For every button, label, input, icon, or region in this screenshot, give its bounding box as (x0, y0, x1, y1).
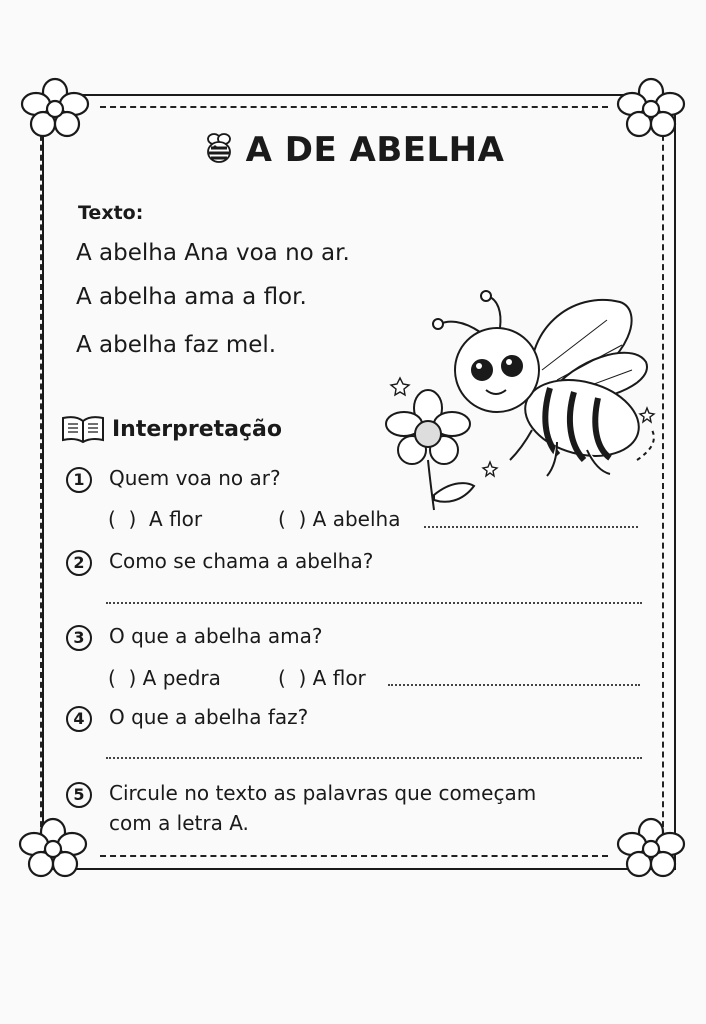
question-number-1: 1 (66, 467, 92, 493)
bee-with-flower-illustration (382, 290, 672, 512)
dashed-border-bottom (100, 855, 608, 857)
question-number-2: 2 (66, 550, 92, 576)
title-text: A DE ABELHA (245, 130, 505, 170)
dashed-border-top (100, 106, 608, 108)
book-icon (60, 414, 106, 444)
question-5-text-line-2: com a letra A. (109, 811, 249, 835)
question-number-3: 3 (66, 625, 92, 651)
question-1-text: Quem voa no ar? (109, 466, 281, 490)
question-5-text-line-1: Circule no texto as palavras que começam (109, 781, 537, 805)
question-1-option-2[interactable]: ( ) A abelha (278, 507, 401, 531)
answer-line[interactable] (388, 684, 640, 686)
question-3-text: O que a abelha ama? (109, 624, 323, 648)
interpretacao-label: Interpretação (112, 416, 283, 442)
question-3-option-1[interactable]: ( ) A pedra (108, 666, 221, 690)
interpretacao-heading (60, 414, 282, 444)
texto-line-1: A abelha Ana voa no ar. (76, 240, 350, 266)
question-3-option-2[interactable]: ( ) A flor (278, 666, 366, 690)
texto-line-3: A abelha faz mel. (76, 332, 277, 358)
answer-line[interactable] (106, 602, 642, 604)
flower-icon (614, 816, 688, 882)
question-2-text: Como se chama a abelha? (109, 549, 374, 573)
bee-icon (202, 131, 236, 165)
texto-label: Texto: (78, 202, 144, 224)
question-1-option-1[interactable]: ( ) A flor (108, 507, 203, 531)
question-4-text: O que a abelha faz? (109, 705, 309, 729)
texto-line-2: A abelha ama a flor. (76, 284, 307, 310)
flower-icon (16, 816, 90, 882)
page-title (0, 130, 706, 170)
question-number-4: 4 (66, 706, 92, 732)
answer-line[interactable] (106, 757, 642, 759)
question-number-5: 5 (66, 782, 92, 808)
answer-line[interactable] (424, 526, 638, 528)
